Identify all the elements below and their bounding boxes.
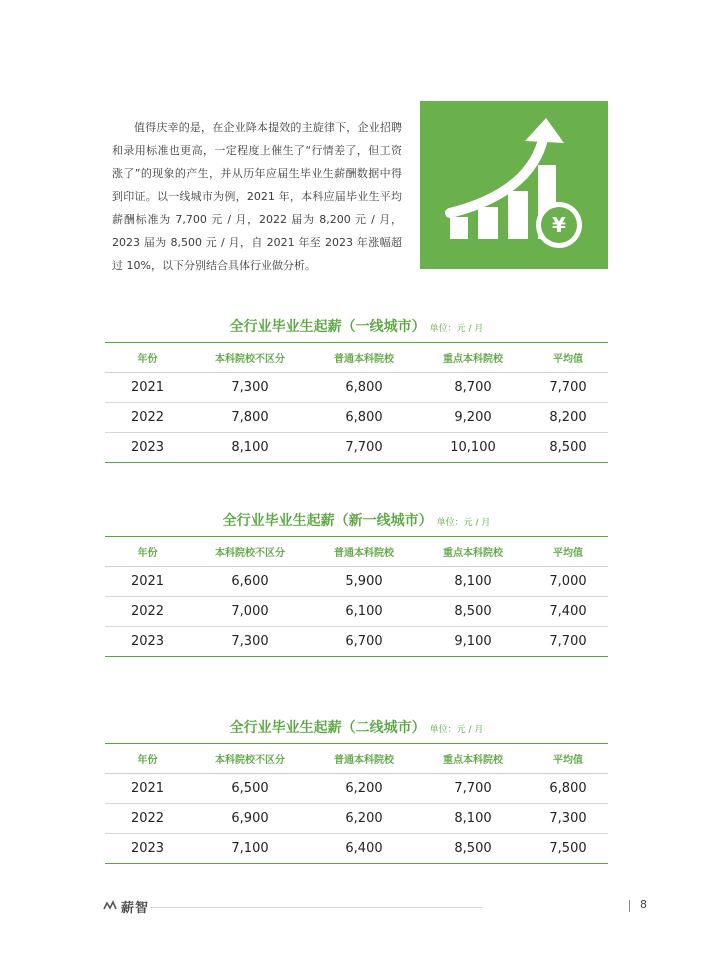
data-table bbox=[105, 342, 608, 463]
cell-key-colleges: 10,100 bbox=[450, 440, 496, 455]
page-number: 8 bbox=[640, 898, 647, 911]
col-header-average: 平均值 bbox=[553, 548, 583, 559]
cell-average: 8,500 bbox=[549, 440, 587, 455]
table-row bbox=[105, 597, 608, 627]
data-table bbox=[105, 743, 608, 864]
header-row bbox=[105, 343, 608, 373]
col-header-all-colleges: 本科院校不区分 bbox=[215, 755, 285, 766]
cell-regular-colleges: 6,100 bbox=[345, 604, 383, 619]
cell-year: 2022 bbox=[130, 410, 165, 425]
cell-all-colleges: 7,000 bbox=[231, 604, 269, 619]
col-header-all-colleges: 本科院校不区分 bbox=[215, 354, 285, 365]
cell-all-colleges: 7,800 bbox=[231, 410, 269, 425]
cell-average: 7,000 bbox=[549, 574, 587, 589]
cell-key-colleges: 7,700 bbox=[454, 781, 492, 796]
table-row bbox=[105, 627, 608, 657]
table-row bbox=[105, 567, 608, 597]
cell-average: 7,300 bbox=[549, 811, 587, 826]
brand-logo-icon bbox=[103, 899, 117, 913]
table-title: 全行业毕业生起薪（新一线城市） bbox=[222, 513, 433, 529]
intro-paragraph: 值得庆幸的是，在企业降本提效的主旋律下，企业招聘和录用标准也更高，一定程度上催生了“行情差了，但工资涨了”的现象的产生，并从历年应届生毕业生薪酬数据中得到印证。以一线城市为例，2021 年，本科应届毕业生平均薪酬标准为 7,700 元 / 月，2022 届为 8,200 元 / 月，2023 届为 8,500 元 / 月，自 2021 年至 2023 年涨幅超过 10%，以下分别结合具体行业做分析。 bbox=[112, 121, 402, 272]
table-row bbox=[105, 433, 608, 463]
cell-all-colleges: 7,300 bbox=[231, 380, 269, 395]
growth-arrow-icon bbox=[420, 101, 608, 269]
cell-regular-colleges: 6,700 bbox=[345, 634, 383, 649]
table-row bbox=[105, 804, 608, 834]
brand-name: 薪智 bbox=[121, 900, 150, 916]
cell-average: 7,700 bbox=[549, 380, 587, 395]
col-header-regular-colleges: 普通本科院校 bbox=[334, 755, 394, 766]
cell-regular-colleges: 6,800 bbox=[345, 410, 383, 425]
table-unit: 单位：元 / 月 bbox=[429, 324, 484, 334]
col-header-key-colleges: 重点本科院校 bbox=[443, 755, 503, 766]
table-row bbox=[105, 373, 608, 403]
cell-key-colleges: 8,500 bbox=[454, 841, 492, 856]
cell-key-colleges: 8,700 bbox=[454, 380, 492, 395]
salary-table-tier2 bbox=[105, 717, 608, 864]
cell-regular-colleges: 6,800 bbox=[345, 380, 383, 395]
cell-key-colleges: 9,100 bbox=[454, 634, 492, 649]
table-unit: 单位：元 / 月 bbox=[436, 518, 491, 528]
table-unit: 单位：元 / 月 bbox=[429, 725, 484, 735]
table-title: 全行业毕业生起薪（二线城市） bbox=[229, 720, 426, 736]
page-number-separator bbox=[629, 900, 630, 912]
cell-average: 7,500 bbox=[549, 841, 587, 856]
cell-key-colleges: 8,100 bbox=[454, 574, 492, 589]
header-row bbox=[105, 537, 608, 567]
cell-key-colleges: 9,200 bbox=[454, 410, 492, 425]
cell-regular-colleges: 6,400 bbox=[345, 841, 383, 856]
cell-year: 2021 bbox=[130, 781, 165, 796]
cell-average: 7,700 bbox=[549, 634, 587, 649]
cell-all-colleges: 6,900 bbox=[231, 811, 269, 826]
data-table bbox=[105, 536, 608, 657]
col-header-average: 平均值 bbox=[553, 755, 583, 766]
cell-all-colleges: 7,300 bbox=[231, 634, 269, 649]
cell-year: 2023 bbox=[130, 440, 165, 455]
cell-all-colleges: 6,500 bbox=[231, 781, 269, 796]
cell-all-colleges: 7,100 bbox=[231, 841, 269, 856]
cell-regular-colleges: 6,200 bbox=[345, 811, 383, 826]
cell-year: 2021 bbox=[130, 380, 165, 395]
cell-all-colleges: 6,600 bbox=[231, 574, 269, 589]
table-title: 全行业毕业生起薪（一线城市） bbox=[229, 319, 426, 335]
cell-year: 2022 bbox=[130, 604, 165, 619]
cell-year: 2023 bbox=[130, 634, 165, 649]
yen-icon: ¥ bbox=[552, 213, 566, 237]
cell-regular-colleges: 5,900 bbox=[345, 574, 383, 589]
col-header-key-colleges: 重点本科院校 bbox=[443, 548, 503, 559]
table-row bbox=[105, 403, 608, 433]
salary-table-new-tier1 bbox=[105, 510, 608, 657]
cell-average: 7,400 bbox=[549, 604, 587, 619]
col-header-regular-colleges: 普通本科院校 bbox=[334, 354, 394, 365]
cell-key-colleges: 8,100 bbox=[454, 811, 492, 826]
col-header-regular-colleges: 普通本科院校 bbox=[334, 548, 394, 559]
cell-year: 2022 bbox=[130, 811, 165, 826]
cell-regular-colleges: 6,200 bbox=[345, 781, 383, 796]
cell-year: 2021 bbox=[130, 574, 165, 589]
salary-table-tier1 bbox=[105, 316, 608, 463]
cell-regular-colleges: 7,700 bbox=[345, 440, 383, 455]
col-header-average: 平均值 bbox=[553, 354, 583, 365]
table-row bbox=[105, 834, 608, 864]
col-header-all-colleges: 本科院校不区分 bbox=[215, 548, 285, 559]
cell-average: 6,800 bbox=[549, 781, 587, 796]
cell-all-colleges: 8,100 bbox=[231, 440, 269, 455]
cell-year: 2023 bbox=[130, 841, 165, 856]
col-header-year: 年份 bbox=[137, 755, 158, 766]
cell-key-colleges: 8,500 bbox=[454, 604, 492, 619]
footer-divider bbox=[150, 907, 483, 908]
table-row bbox=[105, 774, 608, 804]
cell-average: 8,200 bbox=[549, 410, 587, 425]
col-header-key-colleges: 重点本科院校 bbox=[443, 354, 503, 365]
col-header-year: 年份 bbox=[137, 354, 158, 365]
salary-growth-illustration bbox=[420, 101, 608, 269]
col-header-year: 年份 bbox=[137, 548, 158, 559]
footer-brand bbox=[103, 896, 149, 916]
header-row bbox=[105, 744, 608, 774]
